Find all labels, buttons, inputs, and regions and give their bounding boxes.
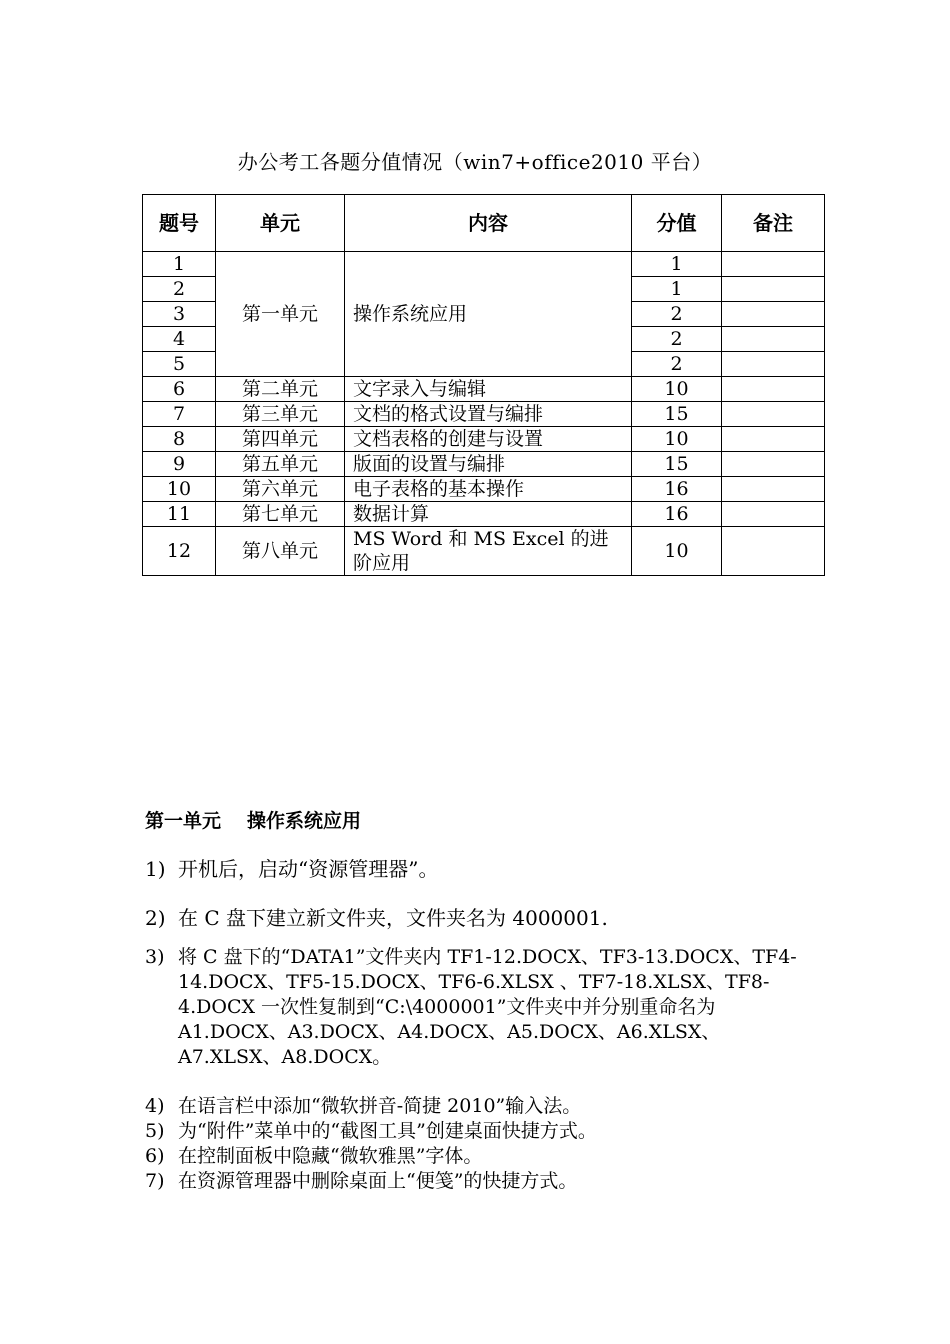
section-heading-unit: 第一单元 <box>145 810 222 832</box>
row-score: 1 <box>632 277 722 302</box>
row-remarks <box>722 352 825 377</box>
row-number: 11 <box>143 502 216 527</box>
task-number: 3) <box>145 946 165 968</box>
row-unit: 第六单元 <box>216 477 345 502</box>
row-content-text: MS Word 和 MS Excel 的进阶应用 <box>353 528 609 574</box>
header-unit: 单元 <box>216 195 345 252</box>
task-number: 1) <box>145 857 166 881</box>
table-row <box>143 377 825 402</box>
task-item <box>145 945 815 1070</box>
row-remarks <box>722 302 825 327</box>
section-heading <box>145 806 361 833</box>
row-score: 2 <box>632 327 722 352</box>
row-unit: 第五单元 <box>216 452 345 477</box>
task-text: 在语言栏中添加“微软拼音-简捷 2010”输入法。 <box>178 1095 582 1117</box>
row-unit: 第八单元 <box>216 527 345 576</box>
row-score: 2 <box>632 352 722 377</box>
header-remarks: 备注 <box>722 195 825 252</box>
table-row <box>143 427 825 452</box>
task-item <box>145 906 815 931</box>
row-content <box>345 527 632 576</box>
row-score: 1 <box>632 252 722 277</box>
task-text: 开机后，启动“资源管理器”。 <box>178 857 439 881</box>
row-score: 2 <box>632 302 722 327</box>
row-remarks <box>722 502 825 527</box>
task-number: 4) <box>145 1095 165 1117</box>
task-number: 5) <box>145 1120 165 1142</box>
row-score: 16 <box>632 477 722 502</box>
table-row <box>143 252 825 277</box>
row-content: 文字录入与编辑 <box>345 377 632 402</box>
table-row <box>143 402 825 427</box>
table-row <box>143 477 825 502</box>
row-content: 文档的格式设置与编排 <box>345 402 632 427</box>
row-score: 10 <box>632 427 722 452</box>
row-remarks <box>722 452 825 477</box>
task-text: 在控制面板中隐藏“微软雅黑”字体。 <box>178 1145 483 1167</box>
table-row <box>143 452 825 477</box>
row-score: 15 <box>632 402 722 427</box>
row-content: 文档表格的创建与设置 <box>345 427 632 452</box>
row-number: 2 <box>143 277 216 302</box>
row-remarks <box>722 252 825 277</box>
task-item <box>145 1144 815 1169</box>
row-unit: 第一单元 <box>216 252 345 377</box>
row-number: 9 <box>143 452 216 477</box>
row-score: 16 <box>632 502 722 527</box>
row-remarks <box>722 402 825 427</box>
row-number: 6 <box>143 377 216 402</box>
row-number: 5 <box>143 352 216 377</box>
task-number: 2) <box>145 906 166 930</box>
header-number: 题号 <box>143 195 216 252</box>
table-row <box>143 527 825 576</box>
row-number: 3 <box>143 302 216 327</box>
row-content: 数据计算 <box>345 502 632 527</box>
row-score: 10 <box>632 527 722 576</box>
row-unit: 第四单元 <box>216 427 345 452</box>
task-text: 为“附件”菜单中的“截图工具”创建桌面快捷方式。 <box>178 1120 597 1142</box>
row-number: 4 <box>143 327 216 352</box>
row-unit: 第七单元 <box>216 502 345 527</box>
task-text: 在资源管理器中删除桌面上“便笺”的快捷方式。 <box>178 1170 578 1192</box>
task-text: 在 C 盘下建立新文件夹，文件夹名为 4000001. <box>178 906 608 930</box>
task-item <box>145 857 815 882</box>
row-score: 15 <box>632 452 722 477</box>
row-number: 10 <box>143 477 216 502</box>
header-content: 内容 <box>345 195 632 252</box>
task-item <box>145 1119 815 1144</box>
score-table <box>142 194 825 576</box>
task-item <box>145 1094 815 1119</box>
row-content: 电子表格的基本操作 <box>345 477 632 502</box>
task-text: 将 C 盘下的“DATA1”文件夹内 TF1-12.DOCX、TF3-13.DOCX、TF4-14.DOCX、TF5-15.DOCX、TF6-6.XLSX 、TF7-18.XLSX、TF8-4.DOCX 一次性复制到“C:\4000001”文件夹中并分别重命名为 A1.DOCX、A3.DOCX、A4.DOCX、A5.DOCX、A6.XLSX、A7.XLSX、A8.DOCX。 <box>178 946 797 1068</box>
task-number: 6) <box>145 1145 165 1167</box>
row-content: 操作系统应用 <box>345 252 632 377</box>
section-heading-title: 操作系统应用 <box>247 810 362 832</box>
row-remarks <box>722 527 825 576</box>
row-number: 8 <box>143 427 216 452</box>
row-number: 7 <box>143 402 216 427</box>
row-remarks <box>722 327 825 352</box>
table-header-row <box>143 195 825 252</box>
row-remarks <box>722 277 825 302</box>
row-content: 版面的设置与编排 <box>345 452 632 477</box>
page-title: 办公考工各题分值情况（win7+office2010 平台） <box>237 150 713 174</box>
row-remarks <box>722 377 825 402</box>
row-unit: 第二单元 <box>216 377 345 402</box>
row-unit: 第三单元 <box>216 402 345 427</box>
task-number: 7) <box>145 1170 165 1192</box>
row-remarks <box>722 427 825 452</box>
row-remarks <box>722 477 825 502</box>
table-row <box>143 502 825 527</box>
task-item <box>145 1169 815 1194</box>
header-score: 分值 <box>632 195 722 252</box>
row-number: 12 <box>143 527 216 576</box>
row-number: 1 <box>143 252 216 277</box>
row-score: 10 <box>632 377 722 402</box>
